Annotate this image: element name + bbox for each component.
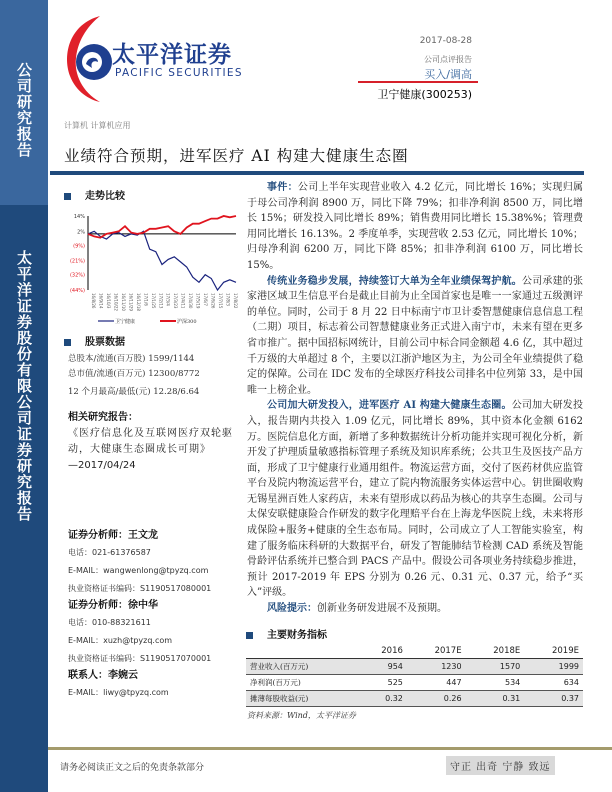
table-row	[246, 690, 583, 706]
paragraph-heading: 事件：	[267, 182, 298, 193]
report-type: 公司点评报告	[424, 55, 472, 64]
stock-data	[68, 352, 200, 400]
table-cell: 1230	[407, 658, 466, 674]
series-line-0	[88, 231, 236, 290]
table-cell: 525	[357, 674, 407, 690]
stock-row: 总股本/流通(百万股) 1599/1144	[68, 354, 195, 364]
trend-heading	[64, 187, 125, 202]
table-row	[246, 674, 583, 690]
analyst-contact: 执业资格证书编码：S1190517080001	[68, 584, 212, 593]
column-header: 2016	[357, 644, 407, 659]
x-tick-label: 16/11/10	[120, 293, 126, 311]
column-header: 2019E	[524, 644, 583, 659]
analyst-contact: 电话：021-61376587	[68, 548, 151, 557]
stock-heading-text: 股票数据	[85, 337, 125, 348]
x-tick-label: 17/5/19	[195, 293, 201, 309]
column-header	[246, 644, 357, 659]
footer-divider	[48, 747, 612, 750]
sector: 计算机 计算机应用	[64, 121, 131, 130]
table-cell: 0.26	[407, 690, 466, 706]
column-header: 2017E	[407, 644, 466, 659]
paragraph-text: 公司上半年实现营业收入 4.2 亿元，同比增长 16%；实现归属于母公司净利润 8900 万，同比下降 79%；扣非净利润 8500 万，同比增长 15%；研发投入同比增长 89%；销售费用同比增长 15.38%%；管理费用同比增长 16.13%。2 季度单季，实现营收 2.53 亿元，同比增长 10%；归母净利润 6200 万，同比下降 85%；扣非净利润 6100 万，同比增长 15%。	[247, 182, 584, 271]
page-title: 业绩符合预期，进军医疗 AI 构建大健康生态圈	[64, 147, 409, 165]
motto: 守正 出奇 宁静 致远	[446, 756, 555, 775]
x-tick-label: 17/7/15	[218, 293, 224, 309]
analyst-contact[interactable]: E-MAIL：liwy@tpyzq.com	[68, 688, 169, 697]
analyst-title: 联系人：李婉云	[68, 670, 138, 681]
analyst-contact: 电话：010-88321611	[68, 618, 151, 627]
divider	[50, 171, 584, 175]
paragraph-text: 公司加大研发投入，报告期内共投入 1.09 亿元，同比增长 89%，其中资本化金额 6162 万。医院信息化方面，新增了多种数据统计分析功能并实现可视化分析，新开发了护理质量敏感指标管理子系统及知识库系统；公共卫生及医技产品方面，形成了卫宁健康行业通用组件。物流运营方面，交付了医药材供应监管平台及院内物流运营平台，建立了院内物流服务实体运营中心。钥世圈收购无锡星洲百姓人家药店，未来有望形成以药品为核心的共享生态圈。公司与太保安联健康险合作研发的数字化理赔平台在上海龙华医院上线，未来将形成保险+服务+健康的全生态布局。同时，公司成立了人工智能实验室，构建了服务临床科研的大数据平台，研发了智能肺结节检测 CAD 系统及智能骨龄评估系统并已整合到 PACS 产品中。假设公司各项业务持续稳步推进，预计 2017-2019 年 EPS 分别为 0.26 元、0.31 元、0.37 元，给予“买入”评级。	[247, 400, 584, 599]
table-cell: 954	[357, 658, 407, 674]
y-tick-label: (32%)	[69, 272, 85, 279]
body-paragraph	[247, 398, 583, 601]
x-tick-label: 17/3/4	[165, 293, 171, 306]
paragraph-heading: 公司加大研发投入，进军医疗 AI 构建大健康生态圈。	[267, 400, 512, 412]
table-cell: 0.32	[357, 690, 407, 706]
analyst-contact[interactable]: E-MAIL：wangwenlong@tpyzq.com	[68, 566, 209, 575]
financials-table	[246, 644, 583, 707]
table-cell: 447	[407, 674, 466, 690]
x-tick-label: 16/9/14	[98, 293, 104, 309]
analyst-title: 证券分析师：徐中华	[68, 600, 158, 611]
y-tick-label: 2%	[77, 229, 85, 236]
y-tick-label: (9%)	[73, 243, 85, 250]
stock-row: 12 个月最高/最低(元) 12.28/6.64	[68, 387, 200, 397]
series-line-1	[88, 216, 236, 238]
disclaimer-note: 请务必阅读正文之后的免责条款部分	[60, 763, 205, 773]
right-column	[246, 180, 583, 721]
logo-icon	[60, 14, 112, 102]
ticker: 卫宁健康(300253)	[377, 88, 472, 101]
table-cell: 1999	[524, 658, 583, 674]
table-cell: 0.31	[466, 690, 525, 706]
table-cell: 634	[524, 674, 583, 690]
financials-heading	[246, 629, 583, 642]
x-tick-label: 16/12/18	[135, 293, 141, 311]
paragraph-heading: 风险提示：	[267, 603, 317, 615]
paragraph-text: 创新业务研发进展不及预期。	[317, 603, 447, 615]
table-cell: 0.37	[524, 690, 583, 706]
report-body	[247, 180, 583, 617]
y-tick-label: (21%)	[69, 258, 85, 265]
divider	[358, 81, 478, 83]
financials-source: 资料来源：Wind，太平洋证券	[247, 710, 356, 720]
table-cell: 1570	[466, 658, 525, 674]
x-tick-label: 16/10/3	[105, 293, 111, 309]
body-paragraph	[247, 274, 583, 399]
column-header: 2018E	[466, 644, 525, 659]
paragraph-heading: 传统业务稳步发展，持续签订大单为全年业绩保驾护航。	[267, 275, 522, 287]
financials-heading-text: 主要财务指标	[267, 629, 327, 641]
x-tick-label: 17/1/25	[150, 293, 156, 309]
y-tick-label: (44%)	[69, 288, 85, 294]
paragraph-text: 公司承建的张家港区域卫生信息平台是截止目前为止全国首家也是唯一一家通过五级测评的单位。同时，公司于 8 月 22 日中标南宁市卫计委智慧健康信息信息工程（二期）项目，标志着公司智慧健康业务正式进入南宁市，未来有望在更多省市推广。据中国招标网统计，目前公司中标合同金额超 4.6 亿，其中超过千万级的大单超过 8 个，主要以江浙沪地区为主，为公司全年业绩提供了稳定的保障。公司在 IDC 发布的全球医疗科技公司排名中位列第 33，是中国唯一上榜企业。	[247, 275, 583, 396]
analyst-contact[interactable]: E-MAIL：xuzh@tpyzq.com	[68, 636, 173, 645]
logo-text-en: PACIFIC SECURITIES	[115, 67, 243, 79]
body-paragraph	[247, 601, 583, 617]
x-tick-label: 17/3/23	[173, 293, 179, 309]
trend-chart	[60, 208, 240, 330]
related-report-link[interactable]: 《医疗信息化及互联网医疗双轮驱动，大健康生态圈成长可期》	[68, 428, 233, 455]
legend-label: 沪深300	[177, 319, 197, 325]
sidebar-top-label: 公司研究报告	[15, 62, 33, 158]
analysts	[68, 528, 243, 702]
table-cell: 534	[466, 674, 525, 690]
related-reports	[68, 410, 238, 474]
trend-heading-text: 走势比较	[85, 191, 125, 202]
x-tick-label: 17/2/13	[158, 293, 164, 309]
sidebar-bottom-label: 太平洋证券股份有限公司证券研究报告	[15, 250, 33, 522]
table-cell: 营业收入(百万元)	[246, 658, 357, 674]
x-tick-label: 16/11/29	[128, 293, 134, 311]
x-tick-label: 17/6/7	[203, 293, 209, 306]
stock-heading	[64, 333, 125, 348]
x-tick-label: 17/8/3	[225, 293, 231, 306]
x-tick-label: 17/6/26	[210, 293, 216, 309]
body-paragraph	[247, 180, 583, 274]
table-cell: 净利润(百万元)	[246, 674, 357, 690]
logo-text-cn: 太平洋证券	[112, 42, 232, 68]
x-tick-label: 16/8/26	[91, 293, 96, 309]
report-date: 2017-08-28	[419, 36, 472, 46]
y-tick-label: 14%	[73, 214, 85, 220]
analyst-contact: 执业资格证书编码：S1190517070001	[68, 654, 212, 663]
x-tick-label: 17/1/6	[143, 293, 149, 306]
x-tick-label: 17/4/11	[180, 293, 186, 309]
x-tick-label: 16/10/22	[113, 293, 119, 311]
analyst-title: 证券分析师：王文龙	[68, 530, 158, 541]
related-heading: 相关研究报告：	[68, 412, 138, 423]
table-header-row	[246, 644, 583, 659]
stock-row: 总市值/流通(百万元) 12300/8772	[68, 369, 200, 379]
related-report-date: —2017/04/24	[68, 460, 136, 471]
x-tick-label: 17/8/22	[233, 293, 238, 309]
table-row	[246, 658, 583, 674]
rating: 买入/调高	[424, 68, 472, 81]
table-cell: 摊薄每股收益(元)	[246, 690, 357, 706]
legend-label: 卫宁健康	[115, 319, 136, 325]
x-tick-label: 17/4/30	[188, 293, 194, 309]
